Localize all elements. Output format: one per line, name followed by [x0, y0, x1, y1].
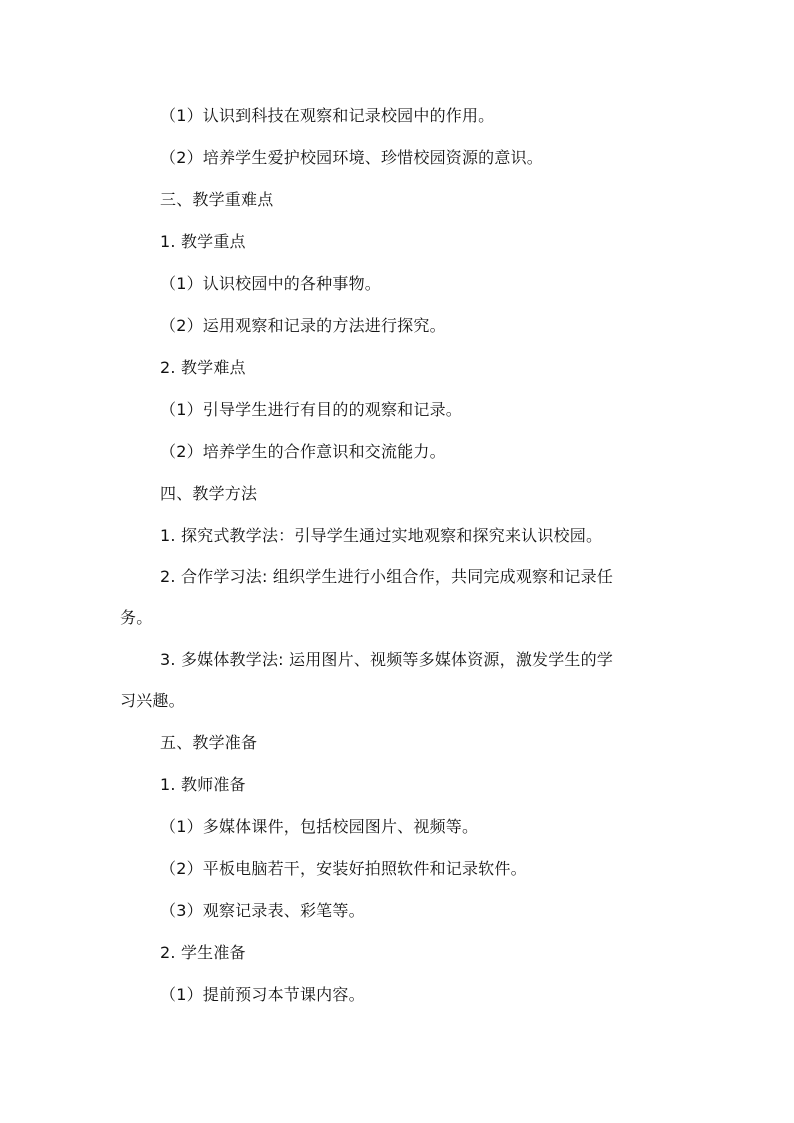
section-heading: 五、教学准备 [160, 733, 258, 752]
text-line: （2）平板电脑若干，安装好拍照软件和记录软件。 [160, 859, 527, 878]
subheading: 1. 教师准备 [160, 775, 246, 794]
text-line: 2. 合作学习法: 组织学生进行小组合作，共同完成观察和记录任 [160, 567, 614, 586]
text-line: 3. 多媒体教学法: 运用图片、视频等多媒体资源，激发学生的学 [160, 650, 614, 669]
section-heading: 四、教学方法 [160, 484, 258, 503]
text-line: （2）培养学生的合作意识和交流能力。 [160, 442, 446, 461]
text-line: 习兴趣。 [120, 691, 185, 710]
text-line: （2）运用观察和记录的方法进行探究。 [160, 316, 446, 335]
subheading: 2. 教学难点 [160, 358, 246, 377]
text-line: （3）观察记录表、彩笔等。 [160, 901, 365, 920]
text-line: （1）提前预习本节课内容。 [160, 985, 365, 1004]
subheading: 1. 教学重点 [160, 232, 246, 251]
text-line: （2）培养学生爱护校园环境、珍惜校园资源的意识。 [160, 148, 543, 167]
section-heading: 三、教学重难点 [160, 190, 274, 209]
text-line: 务。 [120, 608, 153, 627]
text-line: 1. 探究式教学法：引导学生通过实地观察和探究来认识校园。 [160, 526, 603, 545]
text-line: （1）认识校园中的各种事物。 [160, 274, 381, 293]
text-line: （1）引导学生进行有目的的观察和记录。 [160, 400, 462, 419]
text-line: （1）多媒体课件，包括校园图片、视频等。 [160, 817, 479, 836]
text-line: （1）认识到科技在观察和记录校园中的作用。 [160, 106, 495, 125]
subheading: 2. 学生准备 [160, 943, 246, 962]
